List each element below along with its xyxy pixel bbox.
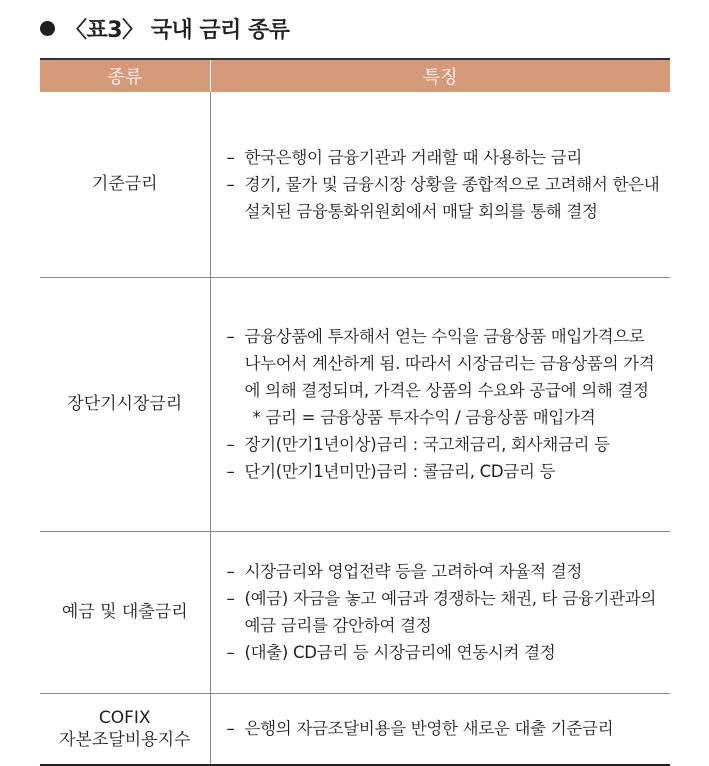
feature-item: – 경기, 물가 및 금융시장 상황을 종합적으로 고려해서 한은내 설치된 금융통화위원회에서 매달 회의를 통해 결정 [227,171,665,225]
features-cell [210,531,670,693]
feature-item: – (예금) 자금을 놓고 예금과 경쟁하는 채권, 타 금융기관과의 예금 금리를 감안하여 결정 [227,585,665,639]
type-cell [40,92,210,277]
features-cell [210,693,670,765]
table-title [40,8,290,48]
bullet-icon [40,21,55,36]
features-cell [210,277,670,531]
table-header-row [40,59,670,92]
header-type: 종류 [40,59,210,92]
table-row-base-rate [40,92,670,277]
feature-item: – 한국은행이 금융기관과 거래할 때 사용하는 금리 [227,144,665,171]
feature-item: – 금융상품에 투자해서 얻는 수익을 금융상품 매입가격으로 나누어서 계산하게 됨. 따라서 시장금리는 금융상품의 가격에 의해 결정되며, 가격은 상품의 수요와 공급에 의해 결정 [227,323,665,404]
table-row-market-rate [40,277,670,531]
type-label: 기준금리 [91,174,158,195]
type-label: 예금 및 대출금리 [61,602,188,622]
interest-rate-table [40,58,670,766]
type-cell [40,277,210,531]
features-cell [210,92,670,277]
type-label: 자본조달비용지수 [59,729,191,750]
table-title-text: 〈표3〉 국내 금리 종류 [65,17,290,43]
table-row-deposit-loan-rate [40,531,670,693]
feature-item: – 단기(만기1년미만)금리 : 콜금리, CD금리 등 [227,458,665,485]
feature-item: – 시장금리와 영업전략 등을 고려하여 자율적 결정 [227,558,665,585]
table-row-cofix [40,693,670,765]
feature-item: – (대출) CD금리 등 시장금리에 연동시켜 결정 [227,639,665,666]
header-features: 특징 [210,59,670,92]
type-cell [40,693,210,765]
feature-note: * 금리 = 금융상품 투자수익 / 금융상품 매입가격 [252,408,596,427]
type-label: 장단기시장금리 [67,394,183,414]
feature-item: – 은행의 자금조달비용을 반영한 새로운 대출 기준금리 [227,715,665,742]
type-cell [40,531,210,693]
type-label: COFIX [98,707,151,728]
feature-item: – 장기(만기1년이상)금리 : 국고채금리, 회사채금리 등 [227,431,665,458]
